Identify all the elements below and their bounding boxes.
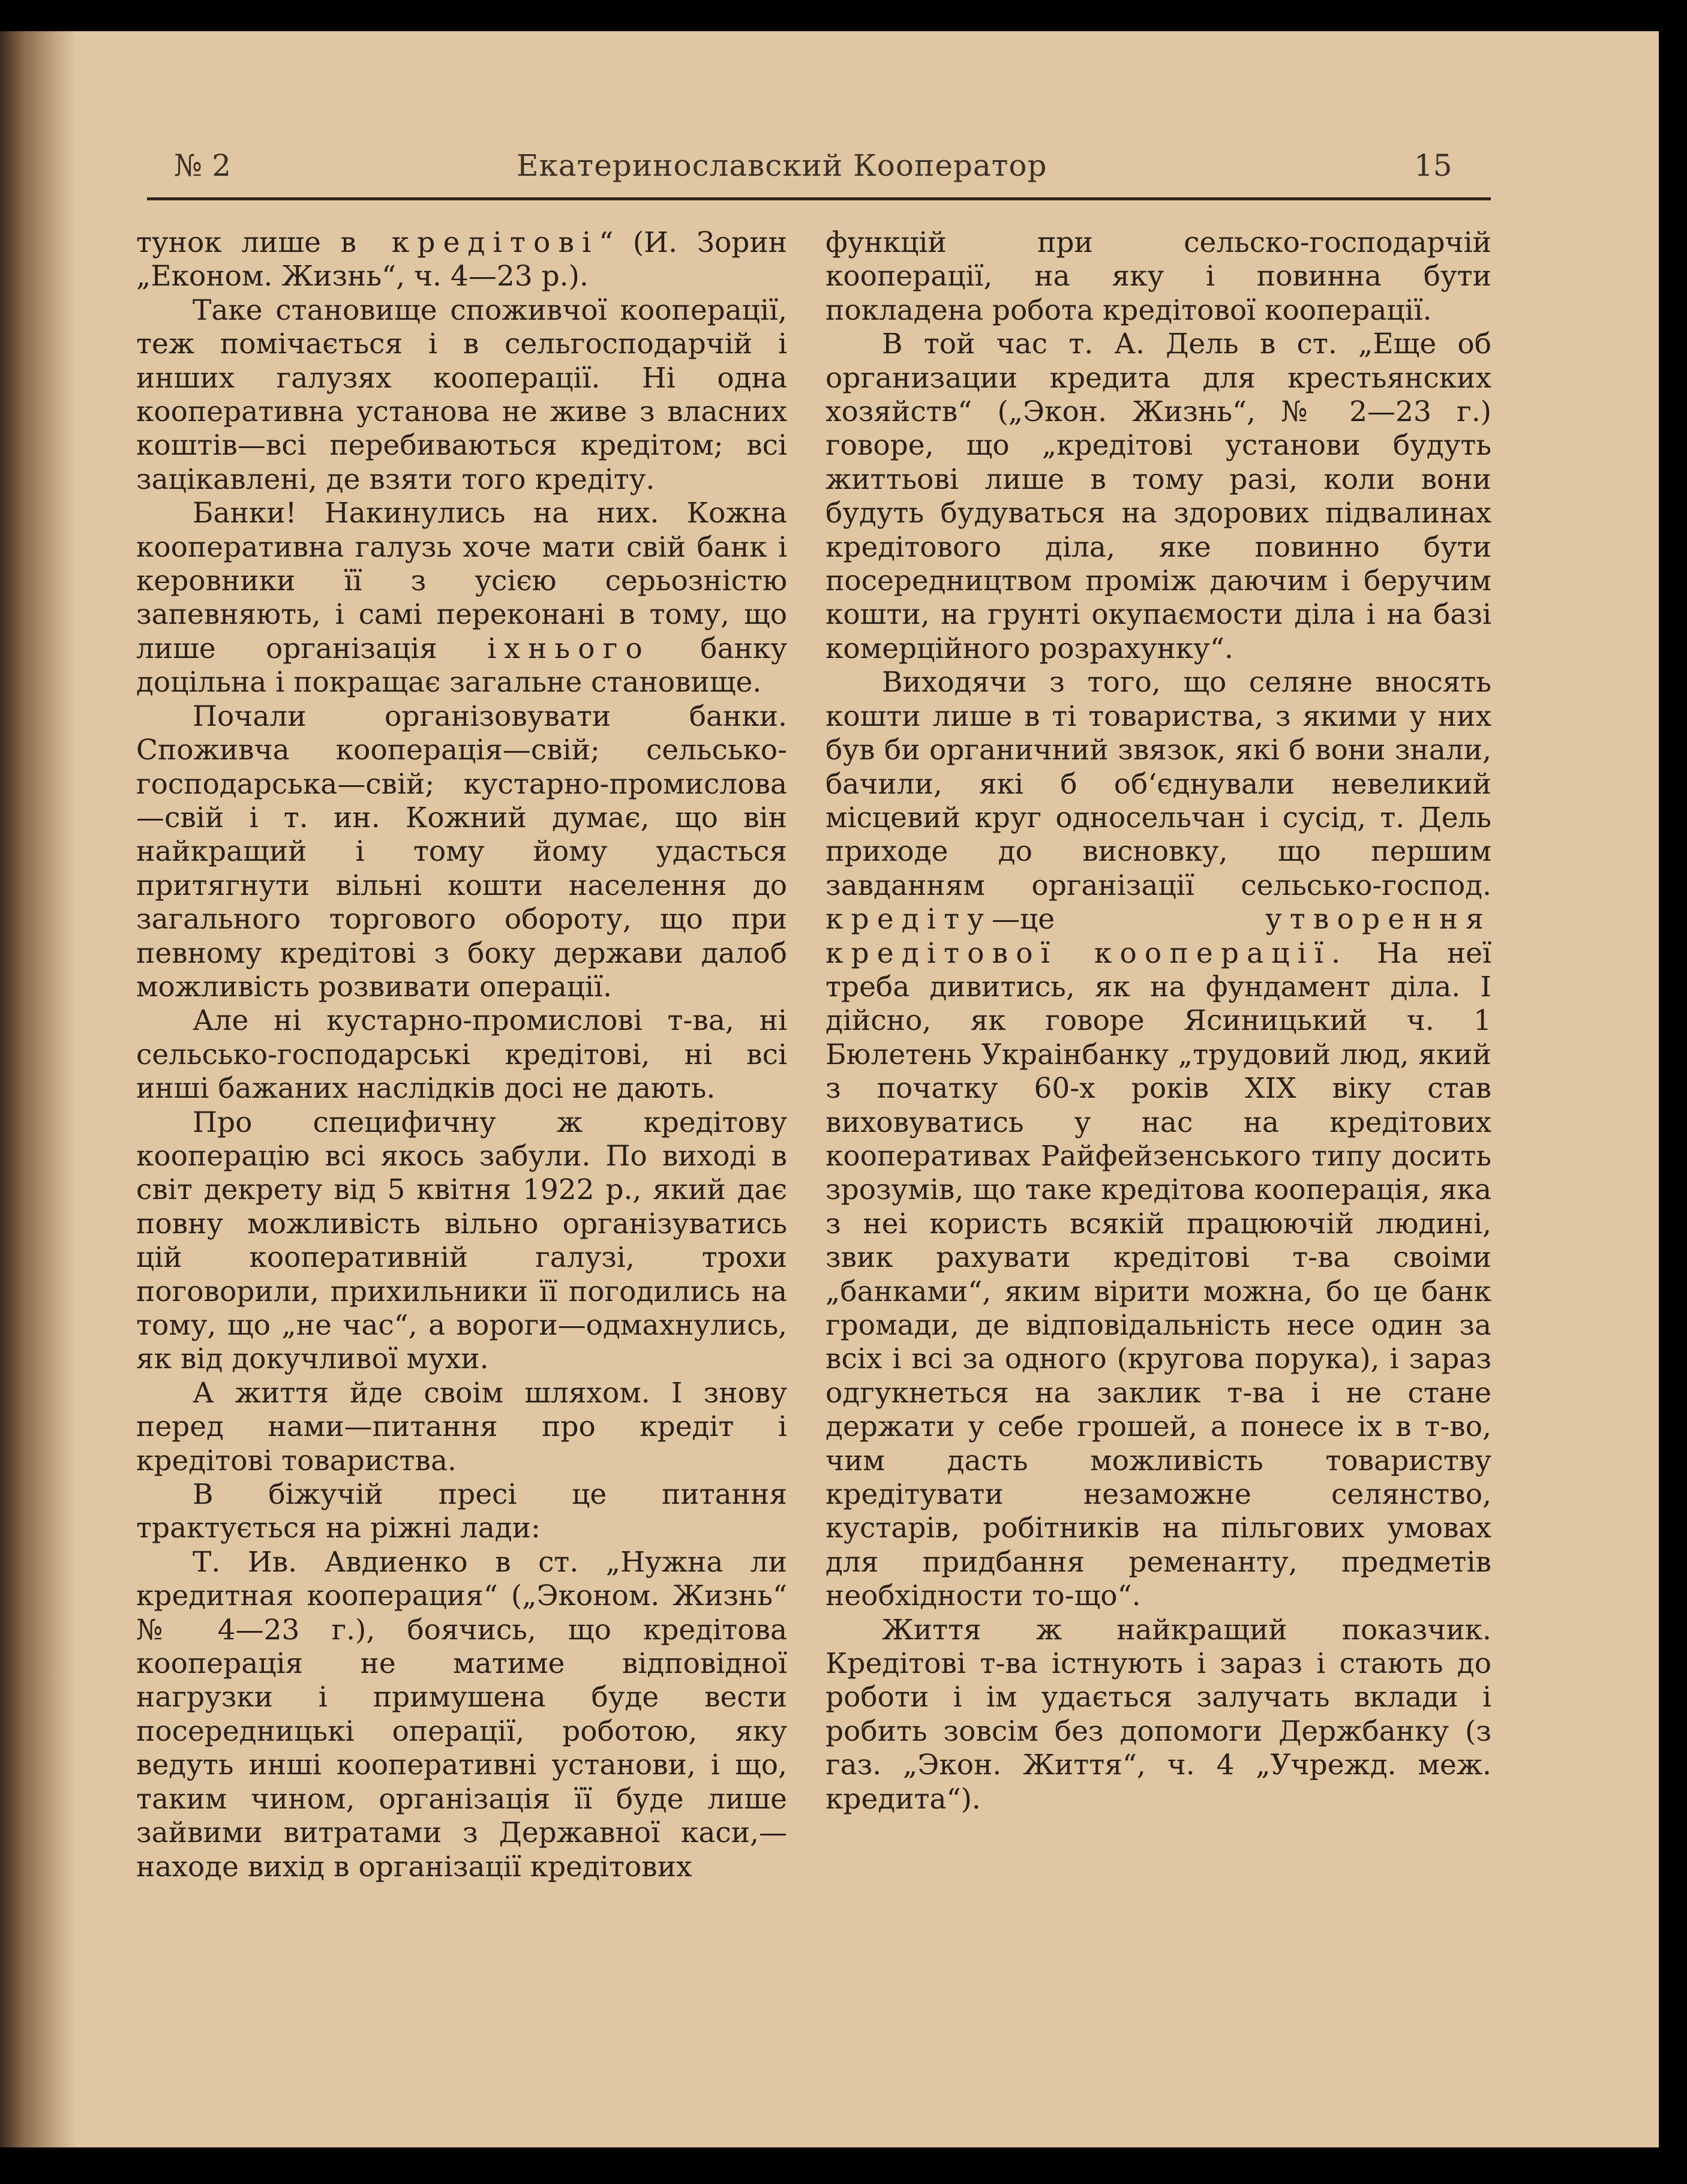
paragraph: тунок лише в кредітові“ (И. Зорин „Економ. Жизнь“, ч. 4—23 р.). bbox=[136, 226, 787, 293]
paragraph: Почали організовувати банки. Споживча кооперація—свій; сельсько-господарська—свій; кустарно-промислова—свій і т. ин. Кожний думає, що він найкращий і тому йому удасться притягнути вільні кошти населення до загального торгового обороту, що при певному кредітові з боку держави далоб можливість розвивати операції. bbox=[136, 699, 787, 1004]
paragraph: В біжучій пресі це питання трактується на ріжні лади: bbox=[136, 1478, 787, 1545]
paragraph: Т. Ив. Авдиенко в ст. „Нужна ли кредитная кооперация“ („Эконом. Жизнь“ № 4—23 г.), боячись, що кредітова кооперація не матиме відповідної нагрузки і примушена буде вести посередницькі операції, роботою, яку ведуть инші кооперативні установи, і що, таким чином, організація її буде лише зайвими витратами з Державної каси,—находе вихід в організації кредітових bbox=[136, 1545, 787, 1883]
running-header bbox=[147, 140, 1491, 200]
paragraph: Виходячи з того, що селяне вносять кошти лише в ті товариства, з якими у них був би органичний звязок, які б вони знали, бачили, які б об‘єднували невеликий місцевий круг односельчан і сусід, т. Дель приходе до висновку, що першим завданням організації сельсько-господ. кредіту—це утворення кредітової кооперації. На неї треба дивитись, як на фундамент діла. І дійсно, як говоре Ясиницький ч. 1 Бюлетень Украінбанку „трудовий люд, який з початку 60-х років XIX віку став виховуватись у нас на кредітових кооперативах Райфейзенського типу досить зрозумів, що таке кредітова кооперація, яка з неі користь всякій працюючій людині, звик рахувати кредітові т-ва своіми „банками“, яким вірити можна, бо це банк громади, де відповідальність несе один за всіх і всі за одного (кругова порука), і зараз одгукнеться на заклик т-ва і не стане держати у себе грошей, а понесе іх в т-во, чим дасть можливість товариству кредітувати незаможне селянство, кустарів, робітників на пільгових умовах для придбання ременанту, предметів необхідности то-що“. bbox=[826, 666, 1491, 1613]
paragraph: Таке становище споживчої кооперації, теж помічається і в сельгосподарчій і инших галузях кооперації. Ні одна кооперативна установа не живе з власних коштів—всі перебиваються кредітом; всі зацікавлені, де взяти того кредіту. bbox=[136, 293, 787, 496]
paragraph: А життя йде своім шляхом. І знову перед нами—питання про кредіт і кредітові товариства. bbox=[136, 1376, 787, 1477]
left-column bbox=[136, 226, 787, 1884]
book-binding-shadow bbox=[0, 31, 77, 2147]
paragraph: Але ні кустарно-промислові т-ва, ні сельсько-господарські кредітові, ні всі инші бажаних наслідків досі не дають. bbox=[136, 1004, 787, 1105]
issue-number: № 2 bbox=[174, 148, 232, 183]
journal-title: Екатеринославский Кооператор bbox=[517, 148, 1047, 183]
page bbox=[0, 31, 1659, 2147]
paragraph: Банки! Накинулись на них. Кожна кооперативна галузь хоче мати свій банк і керовники її з усією серьозністю запевняють, і самі переконані в тому, що лише організація іхнього банку доцільна і покращає загальне становище. bbox=[136, 497, 787, 699]
right-column bbox=[826, 226, 1491, 1816]
paragraph: В той час т. А. Дель в ст. „Еще об организации кредита для крестьянских хозяйств“ („Экон. Жизнь“, № 2—23 г.) говоре, що „кредітові установи будуть життьові лише в тому разі, коли вони будуть будуваться на здорових підвалинах кредітового діла, яке повинно бути посередництвом проміж даючим і беручим кошти, на грунті окупаємости діла і на базі комерційного розрахунку“. bbox=[826, 328, 1491, 665]
page-number: 15 bbox=[1414, 148, 1452, 183]
paragraph: Про специфичну ж кредітову кооперацію всі якось забули. По виході в світ декрету від 5 квітня 1922 р., який дає повну можливість вільно організуватись цій кооперативній галузі, трохи поговорили, прихильники її погодились на тому, що „не час“, а вороги—одмахнулись, як від докучливої мухи. bbox=[136, 1105, 787, 1376]
paragraph: Життя ж найкращий показчик. Кредітові т-ва істнують і зараз і стають до роботи і ім удається залучать вклади і робить зовсім без допомоги Держбанку (з газ. „Экон. Життя“, ч. 4 „Учрежд. меж. кредита“). bbox=[826, 1613, 1491, 1816]
paragraph: функцій при сельско-господарчій кооперації, на яку і повинна бути покладена робота кредітової кооперації. bbox=[826, 226, 1491, 327]
